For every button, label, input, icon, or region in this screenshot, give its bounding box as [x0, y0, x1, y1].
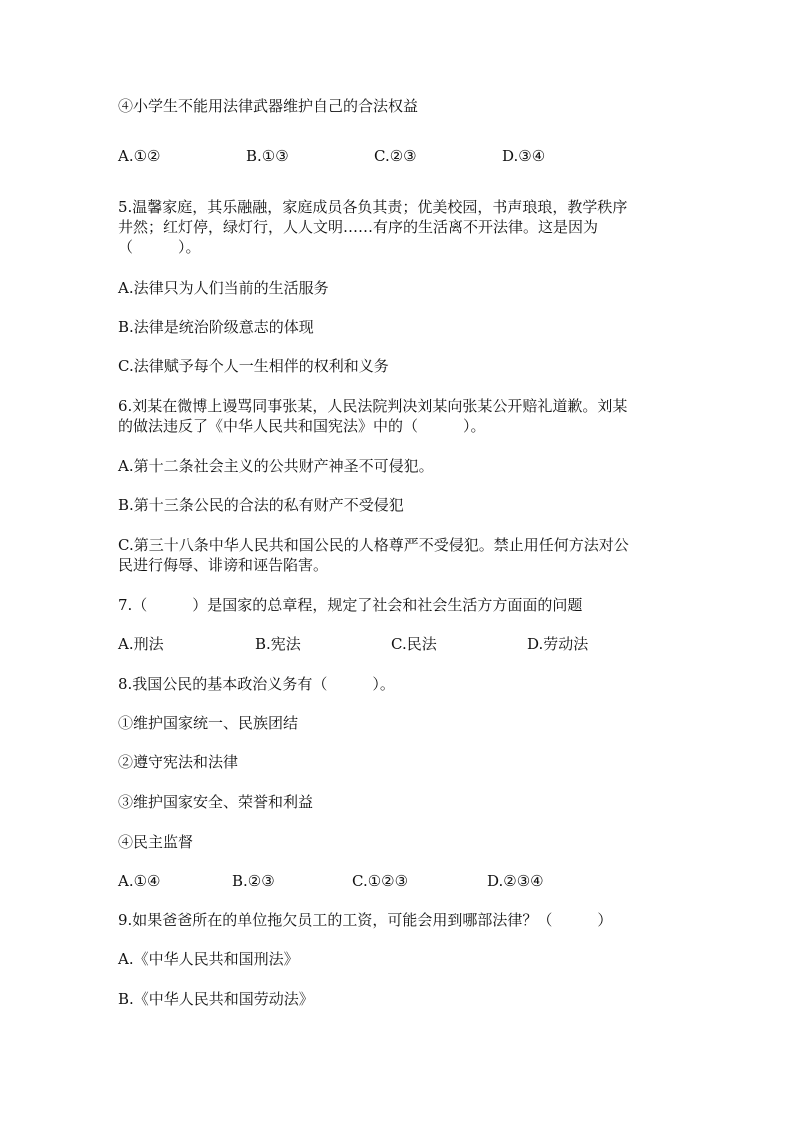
q6-stem-line2: 的做法违反了《中华人民共和国宪法》中的（ ）。 [118, 417, 486, 435]
q5-choice-a: A.法律只为人们当前的生活服务 [118, 279, 329, 297]
q8-choice-a: A.①④ [118, 872, 161, 890]
q7-choice-b: B.宪法 [255, 635, 301, 653]
q8-choice-b: B.②③ [232, 872, 275, 890]
q8-choice-d: D.②③④ [487, 872, 544, 890]
q5-stem-line3: （ ）。 [118, 238, 201, 256]
q9-choice-b: B.《中华人民共和国劳动法》 [118, 990, 314, 1008]
q8-statement-1: ①维护国家统一、民族团结 [118, 714, 299, 732]
q5-choice-b: B.法律是统治阶级意志的体现 [118, 318, 314, 336]
q6-choice-c-line2: 民进行侮辱、诽谤和诬告陷害。 [118, 556, 329, 574]
q6-choice-b: B.第十三条公民的合法的私有财产不受侵犯 [118, 496, 404, 514]
q8-statement-3: ③维护国家安全、荣誉和利益 [118, 793, 314, 811]
q9-choice-a: A.《中华人民共和国刑法》 [118, 950, 299, 968]
q4-choice-b: B.①③ [246, 147, 289, 165]
q7-choice-a: A.刑法 [118, 635, 164, 653]
q5-choice-c: C.法律赋予每个人一生相伴的权利和义务 [118, 357, 389, 375]
q9-stem: 9.如果爸爸所在的单位拖欠员工的工资，可能会用到哪部法律？（ ） [118, 911, 613, 929]
q7-choice-d: D.劳动法 [527, 635, 589, 653]
q6-choice-a: A.第十二条社会主义的公共财产神圣不可侵犯。 [118, 457, 434, 475]
q4-choice-a: A.①② [118, 147, 161, 165]
q8-statement-2: ②遵守宪法和法律 [118, 753, 239, 771]
q4-statement-4: ④小学生不能用法律武器维护自己的合法权益 [118, 97, 419, 115]
q5-stem-line1: 5.温馨家庭，其乐融融，家庭成员各负其责；优美校园，书声琅琅，教学秩序 [118, 198, 628, 216]
q4-choice-d: D.③④ [502, 147, 546, 165]
q5-stem-line2: 井然；红灯停，绿灯行，人人文明……有序的生活离不开法律。这是因为 [118, 218, 599, 236]
q4-choice-c: C.②③ [374, 147, 417, 165]
q6-stem-line1: 6.刘某在微博上谩骂同事张某，人民法院判决刘某向张某公开赔礼道歉。刘某 [118, 397, 628, 415]
q7-choice-c: C.民法 [391, 635, 437, 653]
q8-stem: 8.我国公民的基本政治义务有（ ）。 [118, 675, 395, 693]
q8-statement-4: ④民主监督 [118, 833, 194, 851]
q7-stem: 7.（ ）是国家的总章程，规定了社会和社会生活方方面面的问题 [118, 596, 583, 614]
q8-choice-c: C.①②③ [352, 872, 409, 890]
q6-choice-c-line1: C.第三十八条中华人民共和国公民的人格尊严不受侵犯。禁止用任何方法对公 [118, 536, 629, 554]
